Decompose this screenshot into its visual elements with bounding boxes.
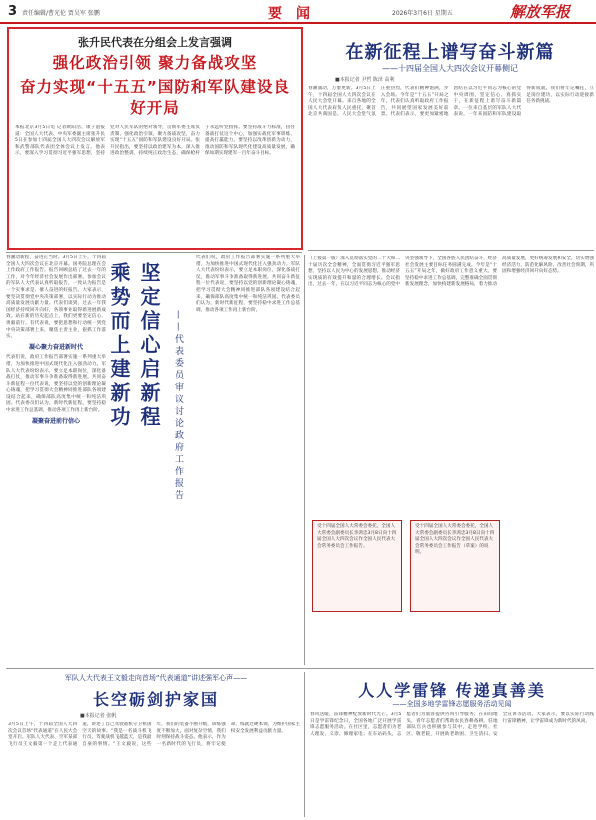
divider <box>304 255 305 665</box>
editors-line: 责任编辑/曹光伦 贾吴军 张鹏 <box>22 10 100 17</box>
story4-body: （上接第一版）深入贯彻落实党的二十大和二十届历次全会精神，全面贯彻习近平强军思想，坚持以人民为中心的发展思想，推动经济实现质的有效提升和量的合理增长。会议指出，过去一年，在以习近平同志为核心的党中央坚强领导下，全国各族人民团结奋斗，经济社会发展主要目标任务圆满完成。今年是“十五五”开局之年，做好政府工作意义重大。要坚持稳中求进工作总基调，完整准确全面贯彻新发展理念，加快构建新发展格局，着力推动高质量发展，更好统筹发展和安全，切实增强经济活力、防范化解风险、改善社会预期，巩固和增强经济回升向好态势。 <box>308 256 594 288</box>
story5-kicker: 军队人大代表王文毅走向首场“代表通道”讲述强军心声—— <box>64 674 248 682</box>
newspaper-logo: 解放军报 <box>510 3 571 21</box>
story2-body: 春潮涌动，万象更新。3月5日上午，十四届全国人大四次会议在人民大会堂开幕。来自各地的全国人大代表肩负人民重托，聚首北京共商国是。人民大会堂气氛庄重热烈，代表们精神饱满，步入会场。今年是“十五五”开局之年，代表们认真听取政府工作报告，共同展望国家发展美好前景。代表们表示，要更加紧密地团结在以习近平同志为核心的党中央周围，坚定信心、真抓实干，在新征程上谱写奋斗新篇章。一位来自基层的军队人大代表说，一年来国防和军队建设取得新成就，我们将牢记嘱托，立足岗位建功，以实际行动迎接新任务新挑战。 <box>308 86 594 118</box>
story2-byline: ■本报记者 尹哲 陈泽 高利 <box>335 77 395 83</box>
lead-story-title-line2: 奋力实现“十五五”国防和军队建设良好开局 <box>20 78 290 117</box>
section-title: 要闻 <box>268 6 324 22</box>
divider <box>304 672 305 817</box>
page-number: 3 <box>8 4 18 19</box>
story5-title: 长空砺剑护家国 <box>92 690 219 709</box>
divider <box>6 668 594 669</box>
story3-subhead-2: 凝聚奋进前行信心 <box>31 417 80 425</box>
story3-text-b: 代表们说，政府工作报告部署实施一系列重大举措，为加快推进中国式现代化注入强劲动力。军队人大代表纷纷表示，要立足本职岗位，深化备战打仗，推动军事斗争准备取得新进展。共同奋斗新征程一位代表说，要坚持以党的创新理论凝心铸魂，把学习贯彻大会精神同推进部队各项建设结合起来，确保部队高度集中统一和纯洁巩固。代表委员们认为，新时代新征程，要坚持稳中求进工作总基调，推动各项工作再上新台阶。 <box>6 355 106 414</box>
story2-title: 在新征程上谱写奋斗新篇 <box>345 42 555 63</box>
story3-subhead-1: 凝心聚力奋进新时代 <box>28 343 83 351</box>
notice-box-2: 受十四届全国人大常委会委托，全国人大常委会副委员长李鸿忠3月8日向十四届全国人大四次会议作全国人民代表大会常务委员会工作报告（草案）的说明。 <box>410 520 500 612</box>
lead-story-kicker: 张升民代表在分组会上发言强调 <box>78 36 232 49</box>
story3-title-line1: 坚定信心启新程 <box>137 262 161 430</box>
story6-body: 春风送暖，雷锋精神绽放新时代光芒。3月5日是学雷锋纪念日，全国各地广泛开展学雷锋志愿服务活动。在社区里，志愿者们为老人理发、义诊、修理家电；在车站码头，志愿者们为旅客提供咨询引导服务；在田间地头，青年志愿者们帮助农民春耕备耕。驻地部队官兵也积极参与其中，走进学校、社区、敬老院，开展助老助困、卫生清扫、安全宣讲等活动。大家表示，要以实际行动践行雷锋精神，让学雷锋成为新时代的风尚。 <box>310 712 594 737</box>
story3-title <box>108 262 164 430</box>
story3-title-line2: 乘势而上建新功 <box>107 262 131 430</box>
divider <box>308 250 594 251</box>
story3-body-col2: 代表们说，政府工作报告部署实施一系列重大举措，为加快推进中国式现代化注入强劲动力。军队人大代表纷纷表示，要立足本职岗位，深化备战打仗，推动军事斗争准备取得新进展。共同奋斗新征程一位代表说，要坚持以党的创新理论凝心铸魂，把学习贯彻大会精神同推进部队各项建设结合起来，确保部队高度集中统一和纯洁巩固。代表委员们认为，新时代新征程，要坚持稳中求进工作总基调，推动各项工作再上新台阶。 <box>196 255 300 313</box>
story5-byline: ■本报记者 张帆 <box>80 713 117 719</box>
story5-body: 3月5日上午，十四届全国人大四次会议首场“代表通道”在人民大会堂开启。军队人大代表、空军某部飞行员王文毅第一个走上代表通道，讲述了自己驾驶战机守卫祖国空天的故事。“我是一名战斗机飞行员，驾驶战机飞越蓝天，是我最自豪的事情。“王文毅说，这些年，我们的装备不断升级，训练强度不断加大，面对复杂空情，我们时刻保持战斗姿态。他表示，作为一名新时代的飞行员，将牢记使命，练就过硬本领，为维护国家主权安全发展利益贡献力量。 <box>8 722 300 747</box>
publication-date: 2026年3月6日 星期五 <box>392 10 453 17</box>
notice-box-1: 受十四届全国人大常委会委托，全国人大常委会副委员长李鸿忠3月8日向十四届全国人大四次会议作全国人民代表大会常务委员会工作报告。 <box>312 520 402 612</box>
story2-subtitle: ——十四届全国人大四次会议开幕侧记 <box>382 64 518 73</box>
lead-story-title-line1: 强化政治引领 聚力备战攻坚 <box>52 54 258 72</box>
story3-text-a: 春潮动新程，奋进正当时。3月5日上午，十四届全国人大四次会议在北京开幕。国务院总理在会上作政府工作报告。报告回顾总结了过去一年的工作，对今年经济社会发展作出部署。参加会议的军队人大代表认真听取报告，一致认为报告是一个实事求是、催人奋进的好报告。大家表示，要坚决贯彻党中央决策部署，以实际行动为推动高质量发展贡献力量。代表们谈到，过去一年我国经济持续回升向好，各项事业取得新进展新成效。站在新的历史起点上，我们更要坚定信心、勇毅前行。有代表说，要把思想和行动统一到党中央决策部署上来，聚焦主责主业，狠抓工作落实。 <box>6 255 106 340</box>
lead-story-box <box>7 27 303 250</box>
lead-story-body: 本报北京3月5日电 记者欧阳浩、康子湛报道：全国人大代表、中央军委副主席张升民5日在参加十四届全国人大四次会议解放军和武警部队代表团全体会议上发言。他表示，要深入学习贯彻习近平强军思想，坚持党对人民军队的绝对领导，贯彻军委主席负责制，强化政治引领，聚力备战攻坚，奋力实现“十五五”国防和军队建设良好开局。张升民指出，要坚持以政治建军为本，深入推进政治整训，持续纯正政治生态，确保枪杆子永远听党指挥。要坚持战斗力标准，扭住备战打仗这个中心，加强实战化军事训练，提高打赢能力。要坚持以改革创新为动力，推动国防和军队现代化建设高质量发展，确保如期实现建军一百年奋斗目标。 <box>15 125 295 157</box>
story3-vertical-subtitle: ——代表委员审议讨论政府工作报告 <box>173 310 183 502</box>
story6-subtitle: ——全国多地学雷锋志愿服务活动见闻 <box>392 700 512 708</box>
divider <box>6 252 302 253</box>
story6-title: 人人学雷锋 传递真善美 <box>358 681 546 700</box>
